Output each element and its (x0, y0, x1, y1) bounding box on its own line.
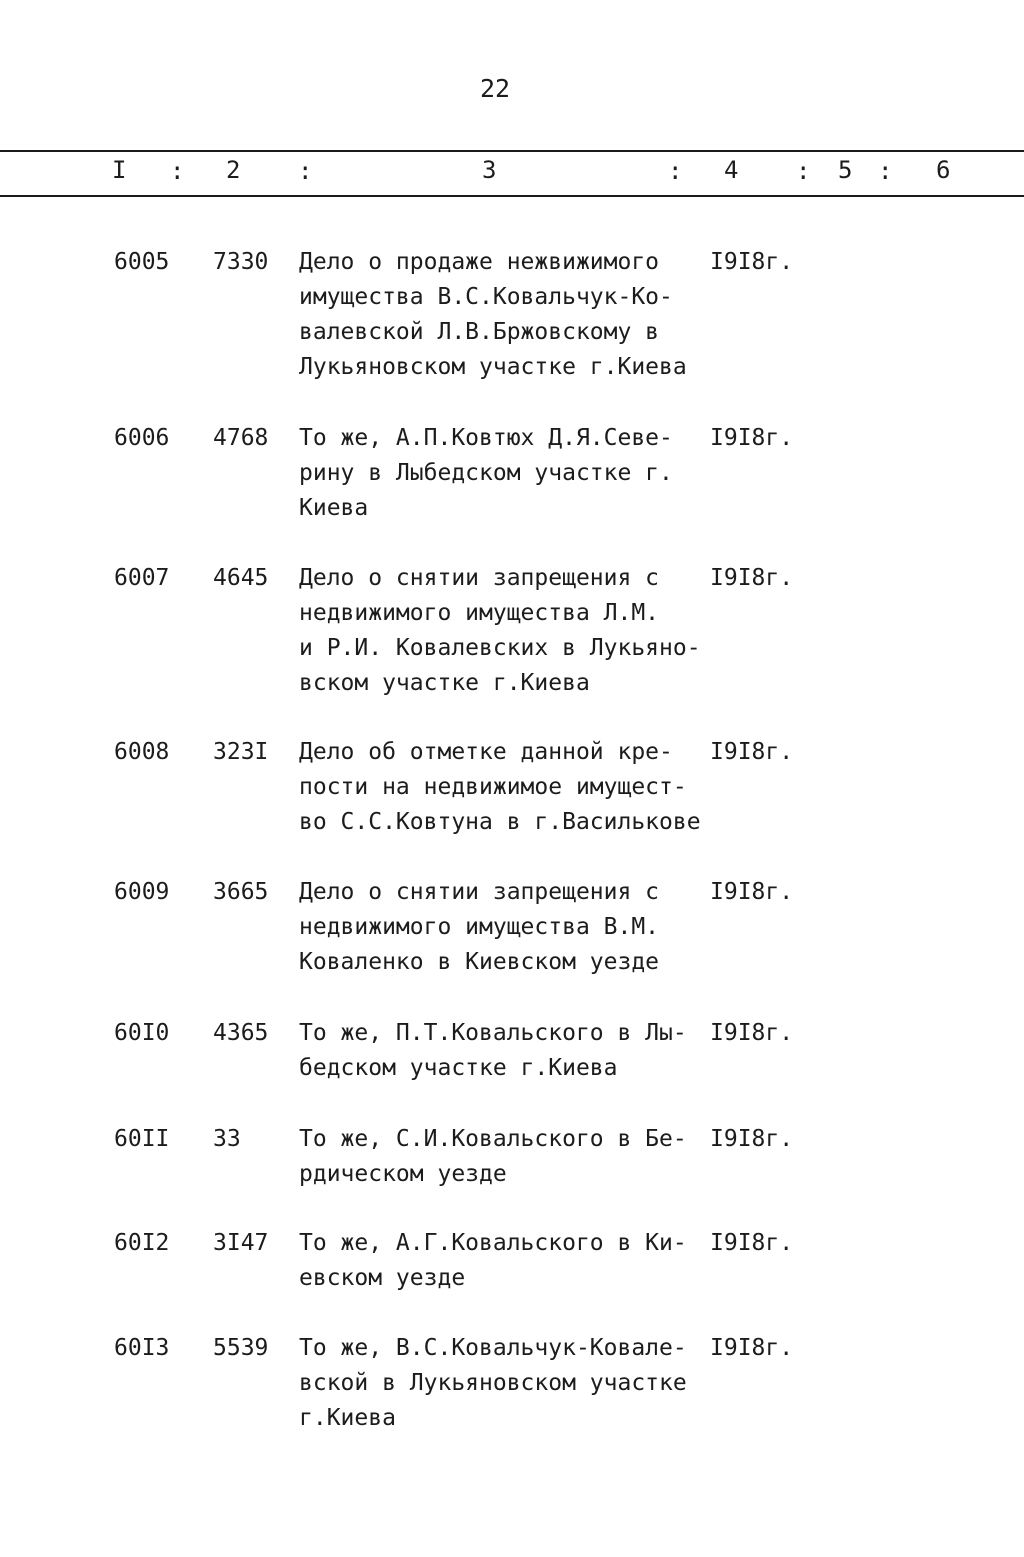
description-line: г.Киева (299, 1405, 396, 1431)
column-separator: : (668, 157, 683, 185)
header-top-rule (0, 150, 1024, 152)
page-number: 22 (479, 74, 511, 103)
entry-year: I9I8г. (710, 879, 794, 905)
column-header-2: 2 (226, 156, 241, 184)
file-number: 4645 (213, 565, 269, 591)
entry-description (299, 1331, 719, 1436)
entry-year: I9I8г. (710, 565, 794, 591)
description-line: Дело о снятии запрещения с (299, 879, 660, 905)
entry-description (299, 1122, 719, 1192)
entry-number: 6008 (114, 739, 170, 765)
description-line: Дело об отметке данной кре- (299, 739, 673, 765)
entry-description (299, 245, 719, 385)
description-line: недвижимого имущества В.М. (299, 914, 660, 940)
header-bottom-rule (0, 195, 1024, 197)
entry-number: 60I2 (114, 1230, 170, 1256)
column-separator: : (878, 157, 893, 185)
file-number: 7330 (213, 249, 269, 275)
entry-number: 6005 (114, 249, 170, 275)
column-header-6: 6 (936, 156, 951, 184)
column-header-5: 5 (838, 156, 853, 184)
description-line: Дело о продаже нежвижимого (299, 249, 660, 275)
description-line: вском участке г.Киева (299, 670, 590, 696)
column-separator: : (298, 157, 313, 185)
entry-number: 6009 (114, 879, 170, 905)
description-line: То же, С.И.Ковальского в Бе- (299, 1126, 687, 1152)
entry-description (299, 875, 719, 980)
column-header-3: 3 (482, 156, 497, 184)
description-line: вской в Лукьяновском участке (299, 1370, 687, 1396)
entry-description (299, 561, 719, 701)
column-separator: : (170, 157, 185, 185)
column-header-1: I (112, 156, 127, 184)
description-line: рину в Лыбедском участке г. (299, 460, 673, 486)
description-line: То же, П.Т.Ковальского в Лы- (299, 1020, 687, 1046)
entry-description (299, 735, 719, 840)
entry-description (299, 1226, 719, 1296)
description-line: валевской Л.В.Бржовскому в (299, 319, 660, 345)
file-number: 4768 (213, 425, 269, 451)
entry-year: I9I8г. (710, 249, 794, 275)
entry-number: 60I3 (114, 1335, 170, 1361)
file-number: 33 (213, 1126, 241, 1152)
entry-description (299, 1016, 719, 1086)
description-line: То же, А.П.Ковтюх Д.Я.Севе- (299, 425, 673, 451)
entry-year: I9I8г. (710, 739, 794, 765)
description-line: То же, В.С.Ковальчук-Ковале- (299, 1335, 687, 1361)
entry-number: 60II (114, 1126, 170, 1152)
file-number: 5539 (213, 1335, 269, 1361)
description-line: во С.С.Ковтуна в г.Василькове (299, 809, 701, 835)
description-line: имущества В.С.Ковальчук-Ко- (299, 284, 673, 310)
entry-year: I9I8г. (710, 1335, 794, 1361)
entry-description (299, 421, 719, 526)
file-number: 3I47 (213, 1230, 269, 1256)
entry-year: I9I8г. (710, 1020, 794, 1046)
file-number: 4365 (213, 1020, 269, 1046)
entry-year: I9I8г. (710, 425, 794, 451)
entry-number: 60I0 (114, 1020, 170, 1046)
description-line: Лукьяновском участке г.Киева (299, 354, 687, 380)
entry-year: I9I8г. (710, 1230, 794, 1256)
description-line: и Р.И. Ковалевских в Лукьяно- (299, 635, 701, 661)
description-line: Коваленко в Киевском уезде (299, 949, 660, 975)
entry-number: 6007 (114, 565, 170, 591)
file-number: 323I (213, 739, 269, 765)
file-number: 3665 (213, 879, 269, 905)
entry-year: I9I8г. (710, 1126, 794, 1152)
description-line: То же, А.Г.Ковальского в Ки- (299, 1230, 687, 1256)
description-line: евском уезде (299, 1265, 466, 1291)
description-line: недвижимого имущества Л.М. (299, 600, 660, 626)
description-line: Киева (299, 495, 369, 521)
description-line: бедском участке г.Киева (299, 1055, 618, 1081)
description-line: пости на недвижимое имущест- (299, 774, 687, 800)
description-line: рдическом уезде (299, 1161, 507, 1187)
description-line: Дело о снятии запрещения с (299, 565, 660, 591)
entry-number: 6006 (114, 425, 170, 451)
column-separator: : (796, 157, 811, 185)
column-header-4: 4 (724, 156, 739, 184)
